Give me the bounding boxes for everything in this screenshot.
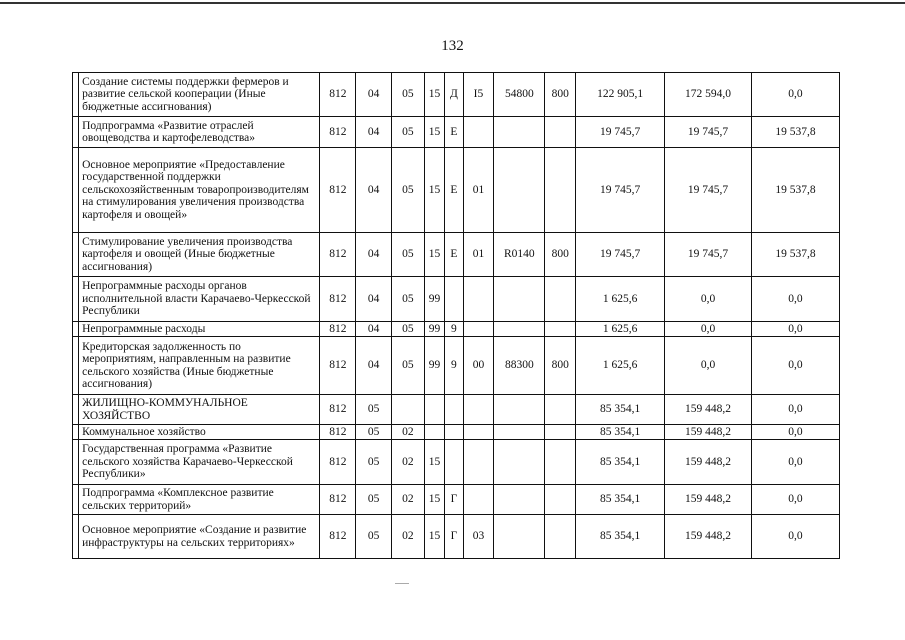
code-expense-type [545, 425, 576, 440]
amount-year-2: 159 448,2 [665, 485, 752, 515]
code-ministry: 812 [320, 233, 356, 277]
amount-year-2: 159 448,2 [665, 515, 752, 559]
code-expense-type [545, 148, 576, 233]
amount-year-2: 159 448,2 [665, 395, 752, 425]
code-section: 05 [356, 515, 392, 559]
code-subprogram: Е [445, 117, 463, 148]
amount-year-1: 1 625,6 [576, 337, 665, 395]
code-direction [494, 440, 545, 485]
code-ministry: 812 [320, 148, 356, 233]
code-direction [494, 322, 545, 337]
code-event [463, 485, 494, 515]
code-ministry: 812 [320, 515, 356, 559]
amount-year-1: 85 354,1 [576, 395, 665, 425]
code-subsection: 02 [392, 425, 425, 440]
amount-year-3: 0,0 [751, 337, 839, 395]
code-program: 15 [424, 117, 444, 148]
table-row [73, 322, 840, 337]
amount-year-2: 159 448,2 [665, 425, 752, 440]
budget-table [72, 72, 840, 559]
code-ministry: 812 [320, 337, 356, 395]
amount-year-3: 0,0 [751, 277, 839, 322]
code-subprogram: 9 [445, 337, 463, 395]
code-section: 04 [356, 73, 392, 117]
code-direction [494, 485, 545, 515]
table-row [73, 515, 840, 559]
code-subprogram: Г [445, 485, 463, 515]
amount-year-2: 159 448,2 [665, 440, 752, 485]
code-subprogram: Е [445, 148, 463, 233]
amount-year-2: 19 745,7 [665, 148, 752, 233]
amount-year-3: 0,0 [751, 440, 839, 485]
code-section: 04 [356, 277, 392, 322]
code-direction [494, 425, 545, 440]
amount-year-3: 19 537,8 [751, 148, 839, 233]
code-ministry: 812 [320, 277, 356, 322]
code-event [463, 322, 494, 337]
code-ministry: 812 [320, 485, 356, 515]
table-row [73, 337, 840, 395]
amount-year-3: 0,0 [751, 73, 839, 117]
code-ministry: 812 [320, 73, 356, 117]
code-subsection: 05 [392, 148, 425, 233]
amount-year-1: 1 625,6 [576, 322, 665, 337]
code-subsection: 05 [392, 277, 425, 322]
row-name: Непрограммные расходы [79, 322, 320, 337]
code-section: 04 [356, 322, 392, 337]
code-ministry: 812 [320, 117, 356, 148]
code-program: 99 [424, 337, 444, 395]
code-subprogram [445, 277, 463, 322]
code-expense-type [545, 117, 576, 148]
code-program [424, 395, 444, 425]
table-row [73, 233, 840, 277]
code-event [463, 277, 494, 322]
code-expense-type [545, 440, 576, 485]
code-expense-type [545, 485, 576, 515]
row-name: Кредиторская задолженность по мероприятиям, направленным на развитие сельского хозяйства (Иные бюджетные ассигнования) [79, 337, 320, 395]
code-program: 99 [424, 277, 444, 322]
table-row [73, 425, 840, 440]
row-name: Непрограммные расходы органов исполнительной власти Карачаево-Черкесской Республики [79, 277, 320, 322]
row-name: Коммунальное хозяйство [79, 425, 320, 440]
code-program: 15 [424, 515, 444, 559]
code-subsection: 02 [392, 515, 425, 559]
code-subsection: 02 [392, 440, 425, 485]
amount-year-2: 0,0 [665, 277, 752, 322]
amount-year-1: 122 905,1 [576, 73, 665, 117]
amount-year-2: 19 745,7 [665, 233, 752, 277]
code-expense-type [545, 395, 576, 425]
code-expense-type: 800 [545, 233, 576, 277]
amount-year-2: 0,0 [665, 337, 752, 395]
code-expense-type: 800 [545, 73, 576, 117]
code-subsection: 05 [392, 117, 425, 148]
code-program: 99 [424, 322, 444, 337]
code-program: 15 [424, 148, 444, 233]
code-subprogram [445, 440, 463, 485]
amount-year-1: 19 745,7 [576, 233, 665, 277]
row-name: Основное мероприятие «Создание и развитие инфраструктуры на сельских территориях» [79, 515, 320, 559]
table-row [73, 73, 840, 117]
code-event: 03 [463, 515, 494, 559]
row-name: Подпрограмма «Развитие отраслей овощеводства и картофелеводства» [79, 117, 320, 148]
code-section: 05 [356, 425, 392, 440]
amount-year-3: 19 537,8 [751, 117, 839, 148]
code-event [463, 425, 494, 440]
code-direction: 88300 [494, 337, 545, 395]
code-direction [494, 277, 545, 322]
code-event: I5 [463, 73, 494, 117]
code-ministry: 812 [320, 425, 356, 440]
amount-year-2: 0,0 [665, 322, 752, 337]
table-row [73, 277, 840, 322]
code-expense-type [545, 515, 576, 559]
amount-year-2: 172 594,0 [665, 73, 752, 117]
table-row [73, 148, 840, 233]
row-name: Подпрограмма «Комплексное развитие сельских территорий» [79, 485, 320, 515]
row-name: Государственная программа «Развитие сельского хозяйства Карачаево-Черкесской Республики» [79, 440, 320, 485]
row-name: Стимулирование увеличения производства картофеля и овощей (Иные бюджетные ассигнования) [79, 233, 320, 277]
amount-year-1: 85 354,1 [576, 515, 665, 559]
table-row [73, 395, 840, 425]
amount-year-3: 0,0 [751, 395, 839, 425]
amount-year-3: 19 537,8 [751, 233, 839, 277]
amount-year-3: 0,0 [751, 515, 839, 559]
code-expense-type [545, 277, 576, 322]
code-ministry: 812 [320, 322, 356, 337]
code-section: 05 [356, 440, 392, 485]
amount-year-1: 19 745,7 [576, 148, 665, 233]
row-name: Основное мероприятие «Предоставление государственной поддержки сельскохозяйственным товаропроизводителям на стимулирования увеличения производства картофеля и овощей» [79, 148, 320, 233]
code-direction: 54800 [494, 73, 545, 117]
code-expense-type [545, 322, 576, 337]
code-direction: R0140 [494, 233, 545, 277]
code-section: 04 [356, 117, 392, 148]
amount-year-2: 19 745,7 [665, 117, 752, 148]
code-event: 01 [463, 148, 494, 233]
code-section: 05 [356, 485, 392, 515]
code-direction [494, 117, 545, 148]
amount-year-1: 1 625,6 [576, 277, 665, 322]
page-number: 132 [441, 38, 464, 54]
code-ministry: 812 [320, 395, 356, 425]
row-name: ЖИЛИЩНО-КОММУНАЛЬНОЕ ХОЗЯЙСТВО [79, 395, 320, 425]
code-subsection: 05 [392, 337, 425, 395]
amount-year-1: 85 354,1 [576, 485, 665, 515]
row-name: Создание системы поддержки фермеров и развитие сельской кооперации (Иные бюджетные ассигнования) [79, 73, 320, 117]
code-section: 04 [356, 148, 392, 233]
code-section: 05 [356, 395, 392, 425]
amount-year-3: 0,0 [751, 485, 839, 515]
table-row [73, 440, 840, 485]
scan-mark [395, 583, 409, 584]
code-program: 15 [424, 485, 444, 515]
code-event [463, 440, 494, 485]
code-event: 00 [463, 337, 494, 395]
code-ministry: 812 [320, 440, 356, 485]
code-subprogram: 9 [445, 322, 463, 337]
amount-year-3: 0,0 [751, 322, 839, 337]
code-event: 01 [463, 233, 494, 277]
code-expense-type: 800 [545, 337, 576, 395]
code-direction [494, 395, 545, 425]
top-border-line [0, 2, 905, 4]
code-program [424, 425, 444, 440]
code-program: 15 [424, 233, 444, 277]
code-subsection: 05 [392, 233, 425, 277]
amount-year-3: 0,0 [751, 425, 839, 440]
code-event [463, 395, 494, 425]
code-subprogram [445, 425, 463, 440]
code-direction [494, 515, 545, 559]
amount-year-1: 85 354,1 [576, 440, 665, 485]
code-subprogram: Д [445, 73, 463, 117]
code-subsection [392, 395, 425, 425]
code-subprogram: Г [445, 515, 463, 559]
code-direction [494, 148, 545, 233]
code-section: 04 [356, 337, 392, 395]
code-subsection: 05 [392, 73, 425, 117]
code-program: 15 [424, 73, 444, 117]
code-section: 04 [356, 233, 392, 277]
code-subprogram [445, 395, 463, 425]
table-row [73, 117, 840, 148]
amount-year-1: 85 354,1 [576, 425, 665, 440]
amount-year-1: 19 745,7 [576, 117, 665, 148]
code-subsection: 05 [392, 322, 425, 337]
code-event [463, 117, 494, 148]
code-program: 15 [424, 440, 444, 485]
table-row [73, 485, 840, 515]
code-subprogram: Е [445, 233, 463, 277]
code-subsection: 02 [392, 485, 425, 515]
